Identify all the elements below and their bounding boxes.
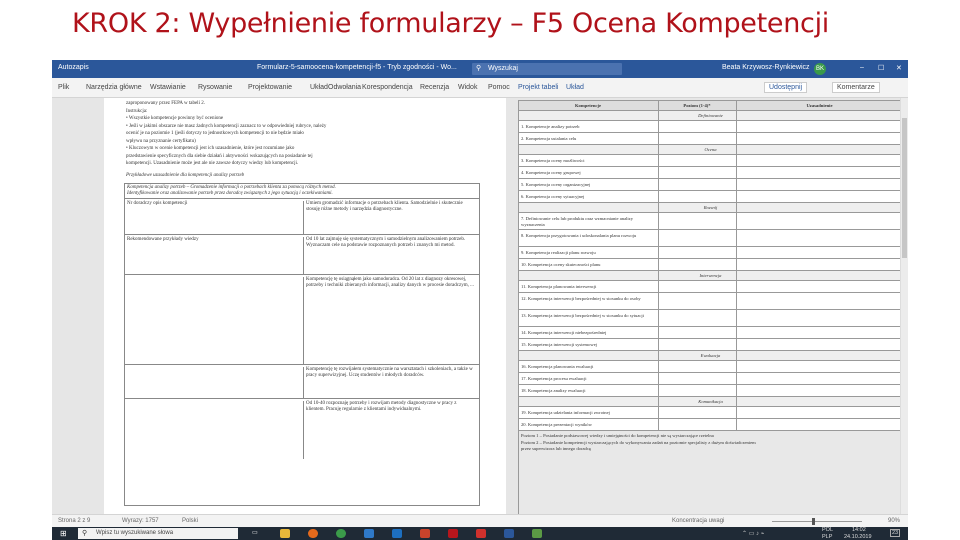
table-row[interactable] [518, 384, 903, 396]
table-row[interactable] [518, 326, 903, 338]
competence-name: 6. Kompetencja oceny sytuacyjnej [521, 194, 585, 199]
table-column-line [658, 100, 659, 430]
competence-table[interactable] [518, 100, 903, 514]
ribbon-tab[interactable]: Projekt tabeli [518, 84, 559, 91]
section-title: Ocena [704, 147, 717, 152]
section-title: Rozwój [703, 205, 718, 210]
slide-title: KROK 2: Wypełnienie formularzy – F5 Ocena Kompetencji [72, 8, 829, 39]
table-row[interactable] [518, 280, 903, 292]
table-section-row [518, 396, 903, 406]
table-row[interactable] [518, 258, 903, 270]
ribbon-tab[interactable]: Pomoc [488, 84, 510, 91]
table-section-row [518, 144, 903, 154]
word-count[interactable]: Wyrazy: 1757 [122, 518, 159, 524]
doc-text-line: wpływu na przyznanie certyfikatu) [126, 138, 196, 144]
zoom-level[interactable]: 90% [888, 518, 901, 524]
table-section-row [518, 202, 903, 212]
acrobat-icon[interactable] [448, 529, 458, 538]
clock-date[interactable]: 24.10.2019 [844, 534, 872, 540]
table-column-line [518, 100, 519, 514]
ribbon-tab[interactable]: Plik [58, 84, 70, 91]
table-row[interactable] [518, 360, 903, 372]
taskbar-search-icon: ⚲ [82, 530, 88, 537]
table-row[interactable] [518, 166, 903, 178]
table-row[interactable] [518, 246, 903, 258]
chrome-icon[interactable] [336, 529, 346, 538]
footer-line: Poziom 2 – Posiadanie kompetencji wystarczających do wykonywania zadań na poziomie specjalisty z dużym doświadczeniem [521, 439, 756, 445]
notification-badge[interactable]: 23 [892, 530, 899, 536]
table-row[interactable] [518, 406, 903, 418]
table-header-row [518, 100, 903, 110]
clock-time[interactable]: 14:02 [852, 527, 866, 533]
example-row-label: Rekomendowane przykłady wiedzy [127, 236, 199, 242]
table-row[interactable] [518, 132, 903, 144]
table-footer [518, 430, 903, 514]
table-section-row [518, 270, 903, 280]
competence-name: 5. Kompetencja oceny organizacyjnej [521, 182, 591, 187]
focus-mode[interactable]: Koncentracja uwagi [672, 518, 725, 524]
outlook-icon[interactable] [392, 529, 402, 538]
input-language-2[interactable]: PLP [822, 534, 833, 540]
table-row[interactable] [518, 338, 903, 350]
ribbon-tab[interactable]: Recenzja [420, 84, 450, 91]
example-heading: Identyfikowanie oraz analizowanie potrzeb przez doradcę związanych z jego sytuacją i oczekiwaniami. [127, 191, 333, 196]
doc-text-line: Przykładowe uzasadnienie dla kompetencji analizy potrzeb [126, 173, 245, 178]
ribbon-tab[interactable]: Układ [310, 84, 328, 91]
table-row[interactable] [518, 190, 903, 202]
competence-name: 20. Kompetencja prezentacji wyników [521, 422, 592, 427]
search-box[interactable] [472, 63, 622, 75]
taskbar [52, 527, 908, 540]
table-section-row [518, 110, 903, 120]
vertical-scrollbar[interactable] [900, 98, 908, 514]
competence-name: 16. Kompetencja planowania ewaluacji [521, 364, 594, 369]
doc-title: Formularz-5-samoocena-kompetencji-f5 - Tryb zgodności - Wo... [257, 64, 457, 71]
level-cell[interactable] [658, 213, 736, 230]
competence-name: 12. Kompetencja interwencji bezpośredniej w stosunku do osoby [521, 296, 641, 301]
word-icon[interactable] [504, 529, 514, 538]
level-cell[interactable] [658, 230, 736, 247]
title-bar [52, 60, 908, 78]
doc-text-line: kompetencji. Uzasadnienie może jest ale nie zawsze dotyczy wiedzy lub kompetencji. [126, 161, 299, 166]
ribbon-tab[interactable]: Odwołania [328, 84, 362, 91]
table-row[interactable] [518, 212, 903, 229]
competence-name: 15. Kompetencja interwencji systemowej [521, 342, 598, 347]
example-heading: Kompetencja analizy potrzeb – Gromadzenie informacji o potrzebach klienta za pomocą różnych metod. [127, 184, 336, 190]
file-explorer-icon[interactable] [280, 529, 290, 538]
table-row[interactable] [518, 418, 903, 430]
autosave-toggle[interactable]: Autozapis [58, 64, 89, 71]
competence-name: 17. Kompetencja procesu ewaluacji [521, 376, 587, 381]
table-row[interactable] [518, 120, 903, 132]
footer-line: przez superwizora lub innego doradcę [521, 446, 591, 451]
search-icon: ⚲ [476, 65, 482, 72]
section-title: Definiowanie [698, 113, 723, 118]
minimize-button[interactable]: – [860, 64, 864, 71]
taskbar-search-placeholder: Wpisz tu wyszukiwane słowa [96, 530, 174, 536]
table-row[interactable] [518, 292, 903, 309]
table-row[interactable] [518, 154, 903, 166]
windows-start-icon[interactable]: ⊞ [60, 529, 67, 538]
footer-line: Poziom 1 – Posiadanie podstawowej wiedzy i umiejętności do kompetencji nie są wystarczające rzetelna [521, 433, 714, 438]
doc-text-line: • Jeśli w jakimś obszarze nie masz żadnych kompetencji zaznacz to w odpowiedniej rubryce, należy [126, 123, 327, 129]
taskbar-search-box[interactable] [78, 528, 238, 539]
table-row[interactable] [518, 229, 903, 246]
page-count[interactable]: Strona 2 z 9 [58, 518, 91, 524]
task-view-icon[interactable]: ▭ [252, 530, 258, 536]
language[interactable]: Polski [182, 518, 199, 524]
example-row-text: Umiem gromadzić informacje o potrzebach klienta. Samodzielnie i skutecznie stosuję różne metody i narzędzia diagnostyczne. [303, 201, 475, 235]
table-section-row [518, 350, 903, 360]
competence-name: 8. Kompetencja przygotowania i udoskonalania planu rozwoju [521, 233, 637, 238]
table-row[interactable] [518, 372, 903, 384]
justification-cell[interactable] [736, 230, 903, 247]
table-header-cell: Poziom (1-4)* [683, 103, 711, 108]
share-button[interactable]: Udostępnij [764, 82, 807, 93]
firefox-icon[interactable] [308, 529, 318, 538]
example-row-text: Kompetencję tę osiągnąłem jako samodoradca. Od 20 lat z diagnozy okresowej, potrzeby i techniki zbieranych informacji, analizy danych w procesie doradczym, ... [303, 277, 475, 365]
competence-name: 2. Kompetencja ustalania celu [521, 136, 577, 141]
example-row [125, 274, 479, 364]
doc-text-line: przedstawienie specyficznych dla siebie działań i aktywności wskazujących na posiadanie tej [126, 153, 313, 159]
ribbon-tabs [52, 78, 908, 98]
ribbon-tab[interactable]: Widok [458, 84, 478, 91]
justification-cell[interactable] [736, 310, 903, 327]
document-page-left[interactable] [104, 98, 506, 514]
doc-text-line: Instrukcja: [126, 108, 148, 114]
competence-name: 18. Kompetencja analizy ewaluacji [521, 388, 586, 393]
competence-name: 14. Kompetencja interwencji niebezpośredniej [521, 330, 607, 335]
table-header-cell: Kompetencje [574, 103, 602, 108]
comments-button[interactable]: Komentarze [832, 82, 880, 93]
word-screenshot [52, 60, 908, 540]
justification-cell[interactable] [736, 293, 903, 310]
justification-cell[interactable] [736, 213, 903, 230]
competence-name: 11. Kompetencja planowania interwencji [521, 284, 597, 289]
tray-icons[interactable]: ⌃ ▭ ♪ ⌁ [742, 531, 765, 537]
powerpoint-icon[interactable] [420, 529, 430, 538]
edge-icon[interactable] [364, 529, 374, 538]
maximize-button[interactable]: ☐ [878, 65, 885, 72]
example-table [124, 183, 480, 507]
paint-icon[interactable] [532, 529, 542, 538]
competence-name: 1. Kompetencje analizy potrzeb [521, 124, 580, 129]
input-language[interactable]: POL [822, 527, 834, 533]
search-placeholder: Wyszukaj [488, 65, 518, 72]
table-row[interactable] [518, 309, 903, 326]
status-bar [52, 514, 908, 527]
example-row-text: Od 10 lat zajmuję się systematycznym i samodzielnym analizowaniem potrzeb. Wyznaczam cele na podstawie rozpoznanych potrzeb i znanych mi metod. [303, 237, 475, 275]
competence-name: 7. Definiowanie celu lub produktu oraz wzmacnianie analizy wyznaczenia [521, 216, 633, 227]
example-row [125, 398, 479, 458]
zoom-slider[interactable] [772, 521, 862, 522]
acrobat-reader-icon[interactable] [476, 529, 486, 538]
competence-name: 10. Kompetencja oceny skuteczności planu [521, 262, 601, 267]
example-row-text: Kompetencję tę rozwijałem systematycznie na warsztatach i szkoleniach, a także w pracy superwizyjnej. Uczę studentów i młodych doradców. [303, 367, 475, 399]
table-column-line [736, 100, 737, 430]
ribbon-tab[interactable]: Projektowanie [248, 84, 292, 91]
section-title: Ewaluacja [700, 353, 721, 358]
avatar[interactable]: BK [814, 63, 826, 75]
doc-text-line: ocenić je na poziomie 1 (jeśli dotyczy to jednostkowych kompetencji to nie będzie miało [126, 131, 304, 136]
competence-name: 19. Kompetencja udzielania informacji zwrotnej [521, 410, 610, 415]
ribbon-tab[interactable]: Korespondencja [362, 84, 413, 91]
level-cell[interactable] [658, 310, 736, 327]
doc-text-line: • Wszystkie kompetencje powinny być ocenione [126, 116, 224, 121]
example-row [125, 364, 479, 398]
section-title: Komunikacja [698, 399, 723, 404]
competence-name: 9. Kompetencja realizacji planu rozwoju [521, 250, 596, 255]
user-name[interactable]: Beata Krzywosz-Rynkiewicz [722, 64, 810, 71]
ribbon-tab[interactable]: Układ [566, 84, 584, 91]
table-row[interactable] [518, 178, 903, 190]
example-row-text: Od 10-40 rozpoznaję potrzeby i rozwijam metody diagnostyczne w pracy z klientem. Pracuję regularnie z klientami indywidualnymi. [303, 401, 475, 459]
doc-text-line: • Kluczowym w ocenie kompetencji jest ich uzasadnienie, które jest rozumiane jako [126, 146, 295, 151]
close-button[interactable]: ✕ [896, 65, 902, 72]
example-row-label: Nr doradczy opis kompetencji [127, 200, 188, 206]
section-title: Interwencja [699, 273, 722, 278]
level-cell[interactable] [658, 293, 736, 310]
example-row [125, 234, 479, 274]
competence-name: 4. Kompetencja oceny grupowej [521, 170, 581, 175]
example-row [125, 198, 479, 234]
ribbon-tab[interactable]: Rysowanie [198, 84, 233, 91]
doc-text-line: zaproponowany przez FEPA w tabeli 2. [126, 101, 205, 106]
competence-name: 13. Kompetencja interwencji bezpośredniej w stosunku do sytuacji [521, 313, 644, 318]
ribbon-tab[interactable]: Narzędzia główne [86, 84, 142, 91]
scroll-thumb[interactable] [902, 118, 907, 258]
table-header-cell: Uzasadnienie [806, 103, 833, 108]
competence-name: 3. Kompetencja oceny możliwości [521, 158, 585, 163]
zoom-thumb[interactable] [812, 518, 815, 525]
ribbon-tab[interactable]: Wstawianie [150, 84, 186, 91]
